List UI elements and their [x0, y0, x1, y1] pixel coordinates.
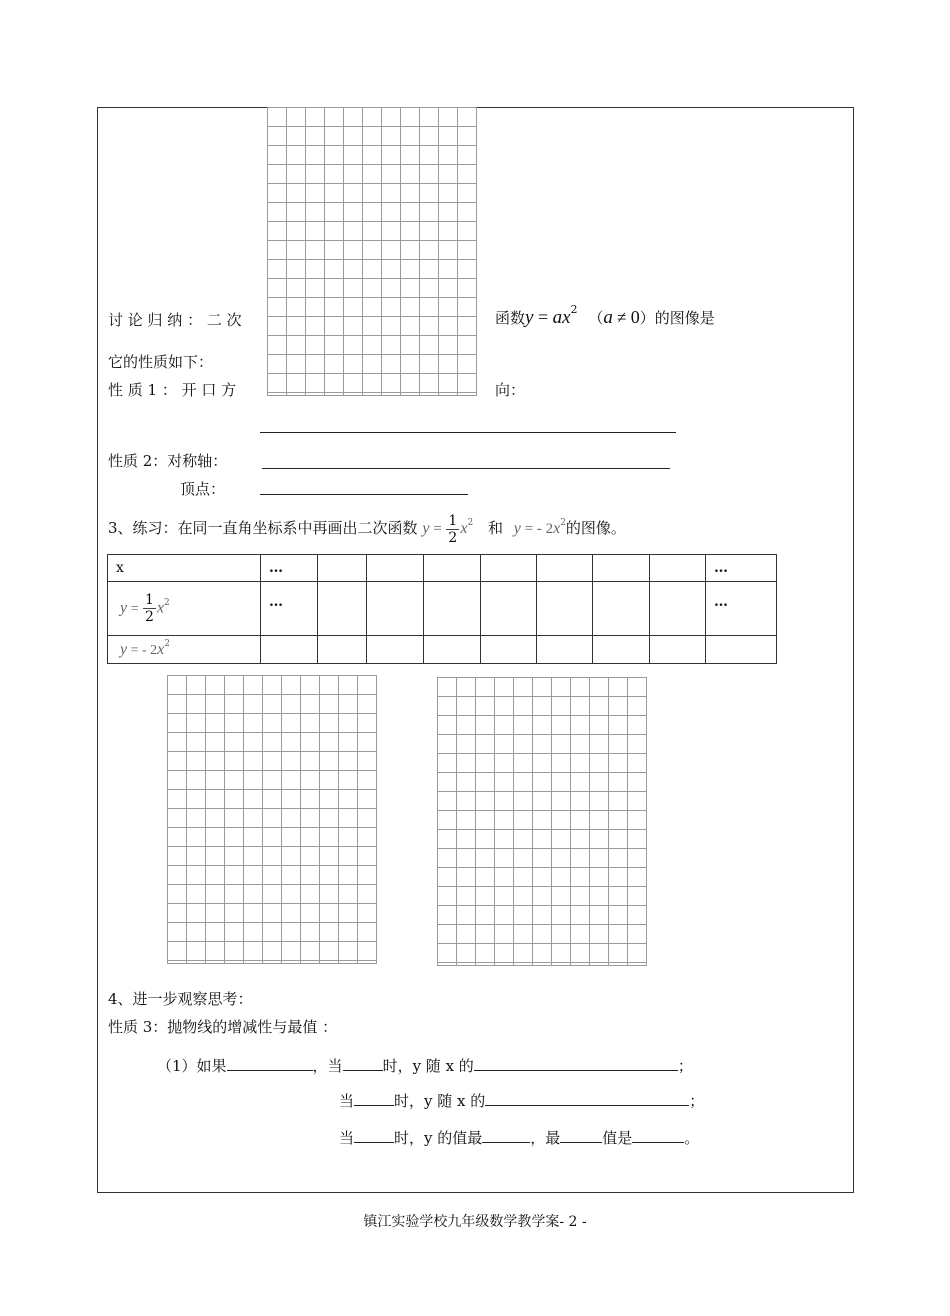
blank-x-value[interactable] [354, 1126, 394, 1143]
page-footer: 镇江实验学校九年级数学教学案- 2 - [363, 1214, 587, 1230]
property-1-direction: 向： [495, 381, 526, 399]
ellipsis-cell: … [261, 555, 318, 582]
graph-grid-left [167, 675, 377, 964]
property-1-label: 性 质 1 ： 开 口 方 [108, 381, 237, 399]
row-label-half-x-squared: y = $\frac{1}{2}$ $x^2$ [108, 582, 261, 636]
monotonic-line-2: 当 时，y 随 x 的 ； [339, 1089, 704, 1111]
ellipsis-cell: … [261, 582, 318, 636]
table-row-x [108, 555, 777, 582]
extremum-line: 当 时，y 的值最 ，最 值是 。 [339, 1126, 699, 1148]
blank-range[interactable] [354, 1089, 394, 1106]
graph-grid-top [267, 107, 477, 396]
discussion-function: 函数$y = ax^2$ （a ≠ 0）的图像是 [495, 303, 715, 328]
discussion-lead: 讨 论 归 纳 ： 二 次 [108, 311, 242, 329]
vertex-label: 顶点： [180, 480, 226, 498]
graph-grid-right [437, 677, 647, 966]
blank-max-min-2[interactable] [560, 1126, 602, 1143]
exercise-3: 3、练习：在同一直角坐标系中再画出二次函数 y = $\frac{1}{2}$ $x^2$ 和 y = - $2x^2$的图像。 [108, 512, 626, 546]
ellipsis-cell: … [706, 555, 777, 582]
blank-trend[interactable] [485, 1089, 689, 1106]
blank-trend[interactable] [474, 1054, 678, 1071]
table-row-half-x-squared [108, 582, 777, 636]
table-row-neg2-x-squared [108, 636, 777, 664]
blank-condition[interactable] [227, 1054, 313, 1071]
monotonic-line-1: （1）如果 ，当 时，y 随 x 的 ； [157, 1054, 693, 1076]
row-label-x: x [108, 555, 261, 582]
answer-line-vertex [260, 494, 468, 495]
section-4-title: 4、进一步观察思考： [108, 990, 253, 1008]
value-table [107, 554, 777, 664]
blank-max-min[interactable] [482, 1126, 530, 1143]
row-label-neg2-x-squared: y = - $2x^2$ [108, 636, 261, 664]
ellipsis-cell: … [706, 582, 777, 636]
property-2-axis-label: 性质 2：对称轴： [108, 452, 228, 470]
answer-line-axis [262, 468, 670, 469]
blank-range[interactable] [343, 1054, 383, 1071]
property-3-label: 性质 3：抛物线的增减性与最值 ： [108, 1018, 338, 1036]
blank-extreme-value[interactable] [632, 1126, 684, 1143]
answer-line-property-1 [260, 432, 676, 433]
properties-intro: 它的性质如下： [108, 353, 214, 371]
